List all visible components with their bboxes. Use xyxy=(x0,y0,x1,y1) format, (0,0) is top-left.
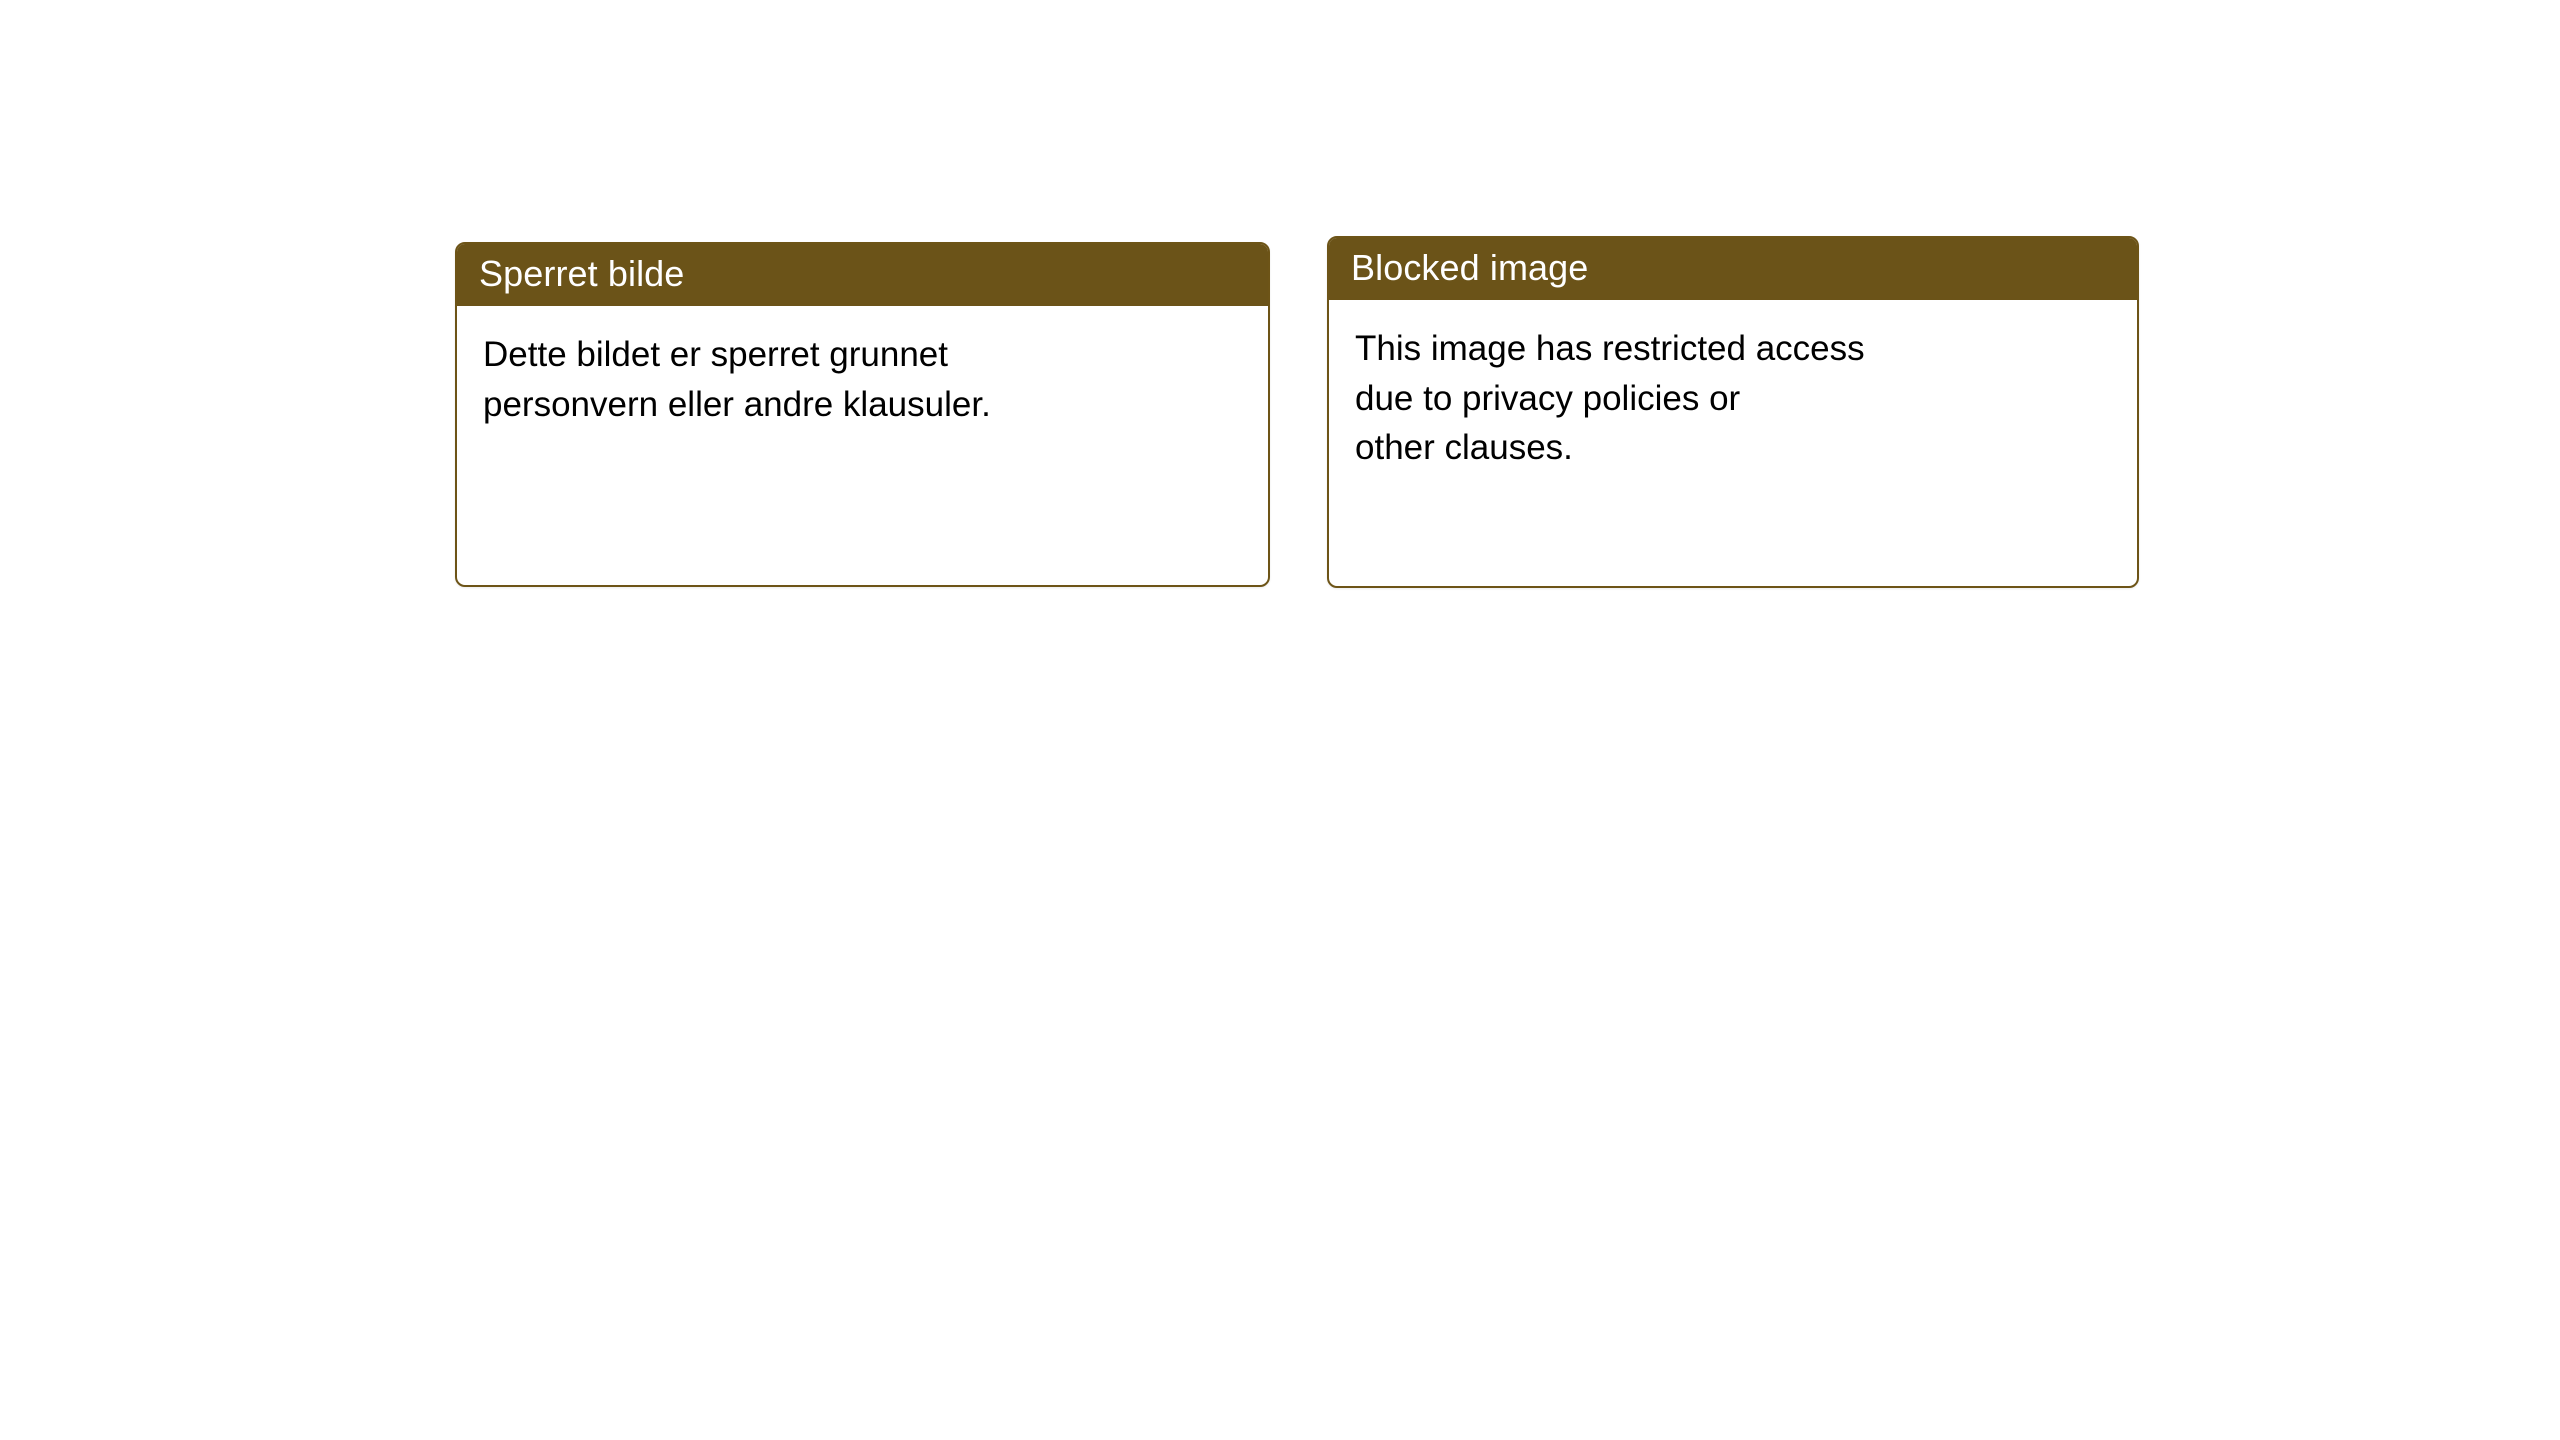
notice-card-title-en: Blocked image xyxy=(1329,238,2137,300)
blocked-image-notice-card-no xyxy=(455,242,1270,587)
notice-body-line: Dette bildet er sperret grunnet xyxy=(483,335,948,374)
notice-card-body-no xyxy=(457,306,1268,453)
notice-body-line: personvern eller andre klausuler. xyxy=(483,384,991,424)
notice-card-title-no: Sperret bilde xyxy=(457,244,1268,306)
notice-body-line: This image has restricted access xyxy=(1355,329,1865,368)
blocked-image-notice-card-en xyxy=(1327,236,2139,588)
notice-body-line: due to privacy policies or xyxy=(1355,378,1741,418)
notice-card-body-en xyxy=(1329,300,2137,497)
notice-body-line: other clauses. xyxy=(1355,428,1573,468)
